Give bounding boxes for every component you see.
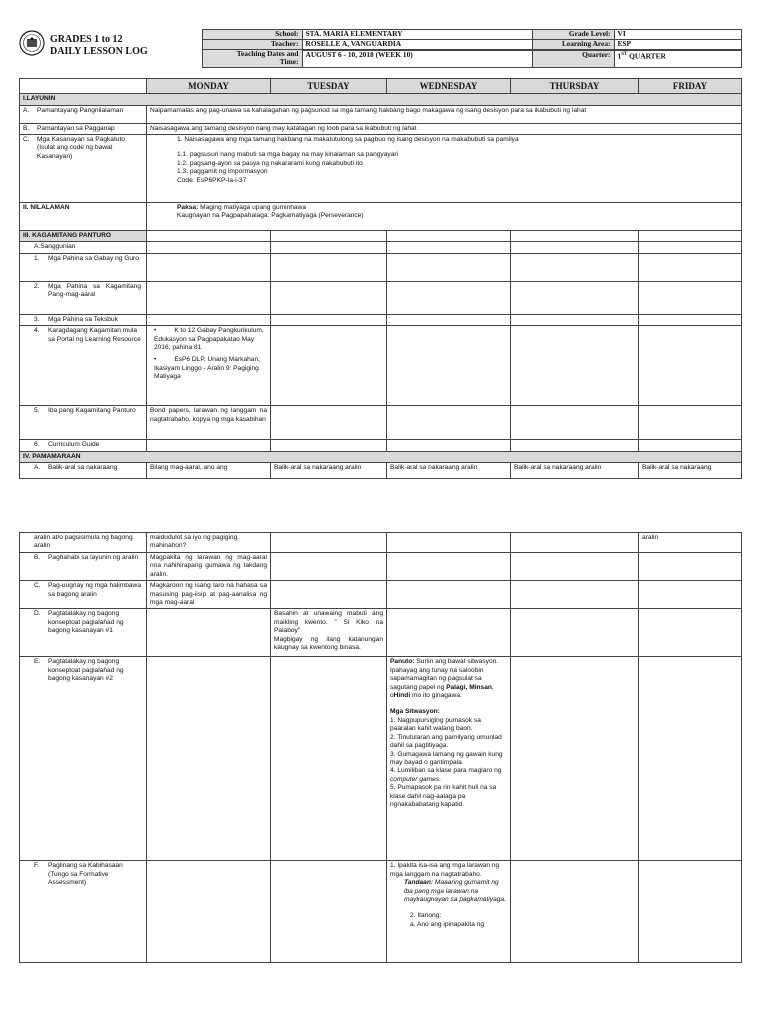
row-portal-label	[20, 326, 147, 406]
area-label: Learning Area:	[532, 40, 614, 50]
row-num: E.	[34, 658, 41, 666]
e-panuto-text: Suriin ang bawat sitwasyon. Ipahayag ang tunay na saloobin sapamamagitan ng pagsulat sa sagutang papel ng	[390, 658, 499, 691]
balik-friday: Balik-aral sa nakaraang	[639, 463, 742, 479]
row-balik-label	[20, 463, 147, 479]
e-sit-1: 1. Nagpupursiging pumasok sa paaralan kahit walang baon.	[390, 716, 481, 733]
e-sit-title: Mga Sitwasyon:	[390, 708, 440, 716]
lesson-table-page-2	[19, 532, 742, 963]
kaugnayan-text: Kaugnayan na Pagpapahalaga: Pagkamatiyaga (Perseverance)	[177, 212, 364, 220]
row-label: Balik-aral sa nakaraang	[48, 464, 118, 472]
balik-friday-cont: aralin	[639, 533, 742, 553]
row-guro-label	[20, 253, 147, 281]
section-kagamitan: III. KAGAMITANG PANTURO	[20, 231, 147, 242]
kasanayan-sub: (Isulat ang code ng bawat Kasanayan)	[37, 144, 113, 160]
day-friday: FRIDAY	[639, 78, 742, 93]
doc-title-line1: GRADES 1 to 12	[50, 33, 123, 45]
teacher-value: ROSELLE A, VANGUARDIA	[302, 40, 532, 50]
e-sit-2: 2. Tinutularan ang pamilyang umunlad dahil sa pagtitiyaga.	[390, 733, 502, 750]
section-layunin: I.LAYUNIN	[20, 94, 742, 105]
kasanayan-text	[147, 135, 742, 203]
e-wednesday	[387, 657, 511, 861]
c-monday: Magkaroon ng isang laro na hahasa sa masusing pag-iisip at pag-aanalisa ng mga mag-aaral	[147, 581, 271, 609]
balik-wednesday: Balik-aral sa nakaraang aralin	[387, 463, 511, 479]
portal-text	[147, 326, 271, 406]
row-num: A.	[23, 106, 30, 114]
e-hindi: Hindi	[393, 692, 411, 700]
grade-label: Grade Level:	[532, 30, 614, 40]
portal-item-1: K to 12 Gabay Pangkurikulum, Edukasyon sa Pagpapakatao May 2016, pahina 81	[154, 327, 264, 352]
e-sit-4-italic: computer games	[390, 775, 440, 783]
day-wednesday: WEDNESDAY	[387, 78, 511, 93]
row-label	[48, 862, 141, 887]
paksa-line	[177, 204, 738, 212]
kasanayan-13: 1.3. paggamit ng impormasyon	[177, 168, 268, 176]
lesson-log-page-2	[19, 532, 741, 963]
paganap-text: Naisasagawa ang tamang desisyon nang may katatagan ng loob para sa ikabubuti ng lahat	[147, 123, 742, 134]
row-cg-label	[20, 440, 147, 451]
lesson-table-page-1	[19, 78, 742, 479]
f-sub: (Tungo sa Formative Assessment)	[48, 870, 109, 887]
row-num: C.	[34, 582, 41, 590]
f-tandaan-label: Tandaan:	[404, 879, 434, 887]
quarter-rest: QUARTER	[627, 51, 666, 61]
kasanayan-1: 1. Naisasagawa ang mga tamang hakbang na makatutulong sa pagbuo ng isang desisyon na makabubuti sa pamilya	[177, 136, 519, 143]
row-num: 4.	[34, 327, 40, 335]
e-sit-4-end: .	[439, 775, 441, 783]
quarter-sup: ST	[621, 52, 628, 58]
f-label: Paglinang sa Kabihasaan	[48, 862, 123, 870]
row-label: Pagtatalakay ng bagong konseptoat paglalahad ng bagong kasanayan #1	[48, 610, 124, 635]
pamantayang-text: Naipamamalas ang pag-unawa sa kahalagahan ng pagsunod sa mga tamang hakbang bago makagawa ng isang desisyon para sa ikabubuti ng lahat	[147, 105, 742, 123]
doc-title-line2: DAILY LESSON LOG	[50, 45, 148, 57]
e-palagi: Palagi, Minsan	[446, 683, 492, 691]
dates-value: AUGUST 6 - 10, 2018 (WEEK 10)	[302, 51, 532, 68]
row-f-label	[20, 861, 147, 963]
dates-label-line2: Time:	[279, 57, 299, 67]
nilalaman-text	[147, 203, 742, 231]
row-num: A.	[34, 464, 41, 472]
f-wednesday	[387, 861, 511, 963]
balik-thursday: Balik-aral sa nakaraang aralin	[511, 463, 639, 479]
f-item-2a: a. Ano ang ipinapakita ng	[410, 920, 485, 928]
kasanayan-code: Code: EsP6PKP-Ia-i-37	[177, 176, 247, 184]
row-num: B.	[23, 124, 30, 132]
row-label: Karagdagang Kagamitan mula sa Portal ng Learning Resource	[48, 327, 141, 343]
row-kagamitan-label	[20, 281, 147, 314]
e-end: mo ito ginagawa.	[410, 692, 462, 700]
d-tuesday-1: Basahin at unawaing mabuti ang maikling kwento. " Si Kiko na Palaboy"	[274, 610, 383, 635]
row-num: 2.	[34, 282, 40, 290]
section-nilalaman: II. NILALAMAN	[20, 203, 147, 231]
school-value: STA. MARIA ELEMENTARY	[302, 30, 532, 40]
row-iba-label	[20, 406, 147, 440]
header-table	[19, 29, 742, 68]
row-num: B.	[34, 554, 41, 561]
row-pamantayang-label	[20, 105, 147, 123]
teacher-label: Teacher:	[202, 40, 302, 50]
row-teksbuk-label	[20, 314, 147, 325]
row-label	[37, 136, 141, 161]
e-panuto	[390, 658, 507, 700]
kasanayan-12: 1.2. pagsang-ayon sa pasya ng nakararami kung nakabubuti ito	[177, 159, 363, 167]
f-item-2: 2. Itanong:	[410, 912, 442, 920]
portal-item-2: EsP6 DLP, Unang Markahan, Ikasiyam Linggo - Aralin 9: Pagiging Matiyaga	[154, 356, 260, 381]
day-thursday: THURSDAY	[511, 78, 639, 93]
row-balik-label-cont: aralin at/o pagsisimula ng bagong aralin	[20, 533, 147, 553]
balik-tuesday: Balik-aral sa nakaraang aralin	[271, 463, 387, 479]
e-sit-3: 3. Gumagawa lamang ng gawain kung may bayad o gantimpala.	[390, 750, 503, 766]
quarter-num: 1	[617, 51, 622, 61]
section-sanggunian: A.Sanggunian	[20, 242, 147, 253]
row-label: Mga Pahina sa Gabay ng Guro	[48, 254, 139, 262]
quarter-value	[614, 51, 741, 68]
row-label: Iba pang Kagamitang Panturo	[48, 407, 136, 415]
row-label: Pag-uugnay ng mga halimbawa sa bagong aralin	[48, 582, 141, 598]
kasanayan-label: Mga Kasanayan sa Pagkatuto	[37, 136, 125, 143]
e-o: , o	[390, 683, 494, 700]
dates-label	[202, 49, 302, 67]
paksa-label: Paksa:	[177, 204, 199, 211]
f-item-1: 1. Ipakita isa-isa ang mga larawan ng mga langgam na nagtatrabaho.	[390, 862, 500, 878]
e-sit-4	[390, 767, 507, 784]
kasanayan-11: 1.1. pagsusuri nang mabuti sa mga bagay na may kinalaman sa pangyayari	[177, 151, 399, 159]
area-value: ESP	[614, 40, 741, 50]
row-label: Pamantayan sa Pagganap	[37, 124, 115, 132]
school-label: School:	[202, 30, 302, 40]
row-label: Mga Pahina sa Kagamitang Pang-mag-aaral	[48, 282, 141, 299]
bullet-icon: •	[154, 356, 157, 364]
b-monday: Magpakita ng larawan ng mag-aaral nna nahihirapang gumawa ng takdang aralin.	[147, 553, 271, 581]
e-sit-4-text: 4. Lumiliban sa klase para maglaro ng	[390, 767, 502, 775]
dates-label-line1: Teaching Dates and	[236, 49, 299, 58]
row-num: D.	[34, 610, 41, 618]
row-paganap-label	[20, 123, 147, 134]
day-tuesday: TUESDAY	[271, 78, 387, 93]
row-num: 6.	[34, 441, 40, 449]
d-tuesday-2: Magbigay ng ilang katanungan kaugnay sa kwentong binasa.	[274, 635, 383, 652]
iba-text: Bond papers, larawan ng langgam na nagtatrabaho, kopya ng mga kasabihan	[147, 406, 271, 440]
balik-monday: Bilang mag-aaral, ano ang	[147, 463, 271, 479]
row-num: C.	[23, 136, 30, 143]
deped-seal-icon	[19, 30, 45, 56]
row-kasanayan-label	[20, 135, 147, 203]
f-tandaan-text: Maaaring gumamit ng iba pang mga larawan na maykaugnayan sa pagkamatiyaga.	[404, 879, 506, 904]
e-panuto-label: Panuto:	[390, 658, 415, 666]
row-e-label	[20, 657, 147, 861]
bullet-icon: •	[154, 327, 157, 335]
e-sit-5: 5. Pumapasok pa rin kahit huli na sa klase dahil nag-aalaga pa ngnakababatang kapatid.	[390, 784, 497, 808]
d-tuesday	[271, 609, 387, 657]
day-monday: MONDAY	[147, 78, 271, 93]
row-c-label	[20, 581, 147, 609]
balik-monday-cont: maidudulot sa iyo ng pagiging mahinahon?	[147, 533, 271, 553]
row-num: F.	[34, 862, 40, 870]
row-d-label	[20, 609, 147, 657]
row-label: Pagtatalakay ng bagong konseptoat paglalahad ng bagong kasanayan #2	[48, 658, 124, 683]
row-b-label	[20, 553, 147, 581]
row-label: Mga Pahina sa Teksbuk	[48, 315, 118, 323]
row-num: 3.	[34, 315, 40, 323]
row-label: Paghahabi sa layunin ng aralin	[48, 554, 139, 561]
row-label: Curriculum Guide	[48, 441, 100, 449]
section-pamamaraan: IV. PAMAMARAAN	[20, 451, 742, 462]
quarter-label: Quarter:	[532, 51, 614, 68]
lesson-log-page-1	[19, 29, 741, 479]
row-num: 1.	[34, 254, 40, 262]
row-num: 5.	[34, 407, 40, 415]
f-tandaan	[390, 879, 507, 904]
row-label: Pamantayang Pangnilalaman	[37, 106, 124, 114]
paksa-text: Maging matiyaga upang guminhawa	[198, 204, 307, 211]
grade-value: VI	[614, 30, 741, 40]
